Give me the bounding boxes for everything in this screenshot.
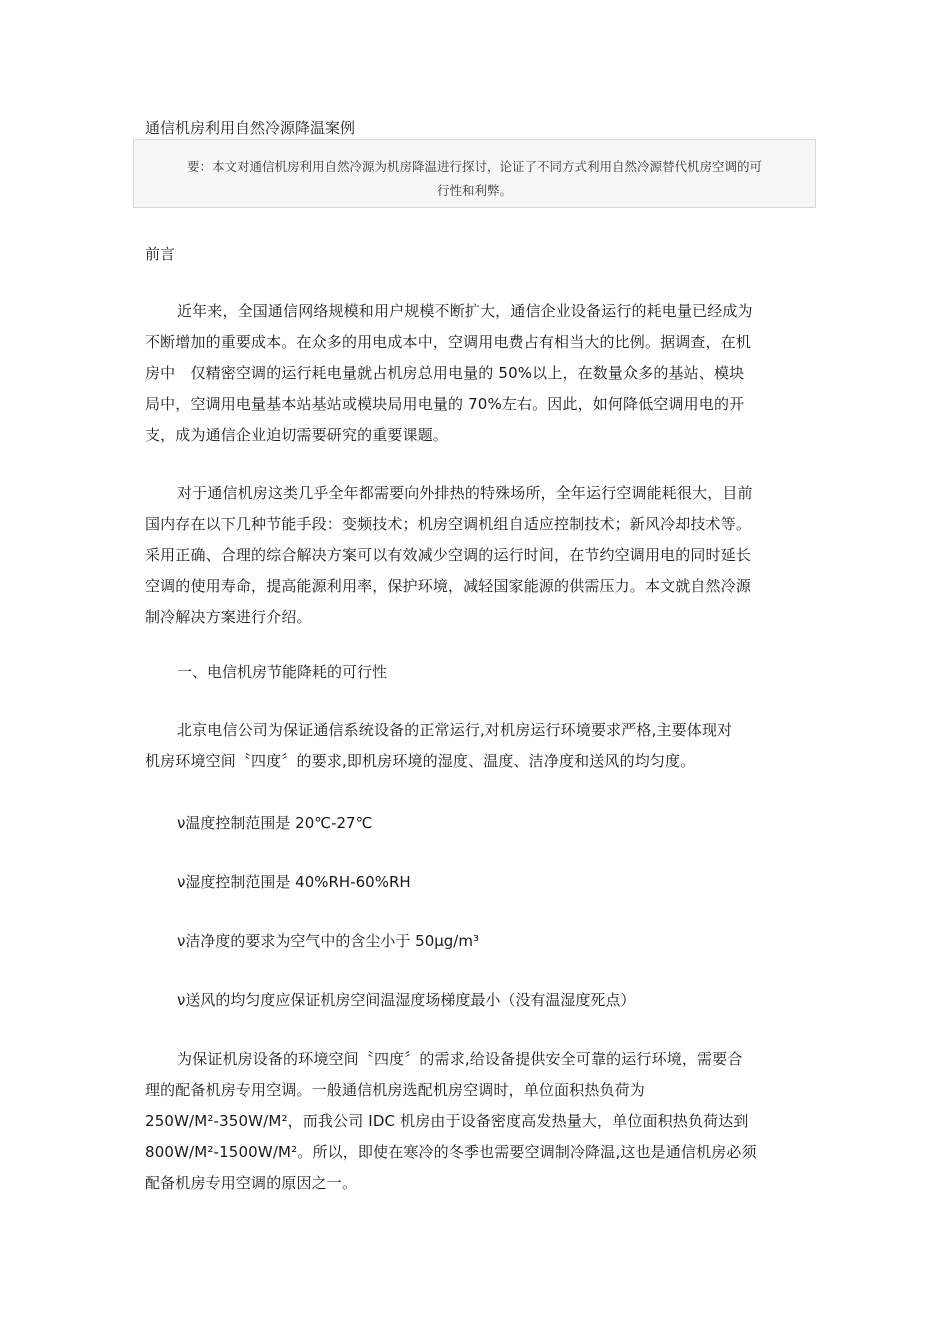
paragraph-line: 空调的使用寿命，提高能源利用率，保护环境，减轻国家能源的供需压力。本文就自然冷源 — [145, 577, 752, 595]
paragraph-line: 为保证机房设备的环境空间〝四度〞的需求,给设备提供安全可靠的运行环境，需要合 — [177, 1050, 743, 1068]
paragraph-energy-saving — [145, 478, 810, 633]
document-title: 通信机房利用自然冷源降温案例 — [145, 119, 356, 137]
paragraph-line: 国内存在以下几种节能手段：变频技术；机房空调机组自适应控制技术；新风冷却技术等。 — [145, 515, 752, 533]
paragraph-line: 250W/M²-350W/M²，而我公司 IDC 机房由于设备密度高发热量大，单位面积热负荷达到 — [145, 1112, 749, 1130]
requirement-item-cleanliness: ν洁净度的要求为空气中的含尘小于 50μg/m³ — [177, 932, 479, 950]
paragraph-requirements — [145, 715, 810, 777]
paragraph-line: 理的配备机房专用空调。一般通信机房选配机房空调时，单位面积热负荷为 — [145, 1081, 645, 1099]
paragraph-line: 支，成为通信企业迫切需要研究的重要课题。 — [145, 426, 449, 444]
paragraph-intro — [145, 296, 810, 451]
abstract-line-2: 行性和利弊。 — [436, 183, 512, 198]
abstract-line-1: 要：本文对通信机房利用自然冷源为机房降温进行探讨，论证了不同方式利用自然冷源替代机房空调的可 — [186, 159, 762, 174]
preface-heading: 前言 — [145, 245, 176, 263]
paragraph-line: 对于通信机房这类几乎全年都需要向外排热的特殊场所，全年运行空调能耗很大，目前 — [177, 484, 753, 502]
requirement-item-temperature: ν温度控制范围是 20℃-27℃ — [177, 814, 373, 832]
abstract-box — [133, 139, 816, 208]
paragraph-line: 局中，空调用电量基本站基站或模块局用电量的 70%左右。因此，如何降低空调用电的开 — [145, 395, 745, 413]
requirement-item-humidity: ν湿度控制范围是 40%RH-60%RH — [177, 873, 411, 891]
paragraph-line: 采用正确、合理的综合解决方案可以有效减少空调的运行时间，在节约空调用电的同时延长 — [145, 546, 752, 564]
paragraph-line: 北京电信公司为保证通信系统设备的正常运行,对机房运行环境要求严格,主要体现对 — [177, 721, 733, 739]
paragraph-line: 800W/M²-1500W/M²。所以，即使在寒冷的冬季也需要空调制冷降温,这也是通信机房必须 — [145, 1143, 757, 1161]
paragraph-line: 近年来，全国通信网络规模和用户规模不断扩大，通信企业设备运行的耗电量已经成为 — [177, 302, 753, 320]
section-1-heading: 一、电信机房节能降耗的可行性 — [177, 663, 388, 681]
paragraph-line: 不断增加的重要成本。在众多的用电成本中，空调用电费占有相当大的比例。据调查，在机 — [145, 333, 752, 351]
paragraph-line: 房中 仅精密空调的运行耗电量就占机房总用电量的 50%以上，在数量众多的基站、模块 — [145, 364, 745, 382]
paragraph-line: 机房环境空间〝四度〞的要求,即机房环境的湿度、温度、洁净度和送风的均匀度。 — [145, 752, 696, 770]
paragraph-line: 配备机房专用空调的原因之一。 — [145, 1174, 358, 1192]
paragraph-air-conditioning — [145, 1044, 810, 1199]
paragraph-line: 制冷解决方案进行介绍。 — [145, 608, 312, 626]
requirement-item-airflow: ν送风的均匀度应保证机房空间温湿度场梯度最小（没有温湿度死点） — [177, 991, 636, 1009]
